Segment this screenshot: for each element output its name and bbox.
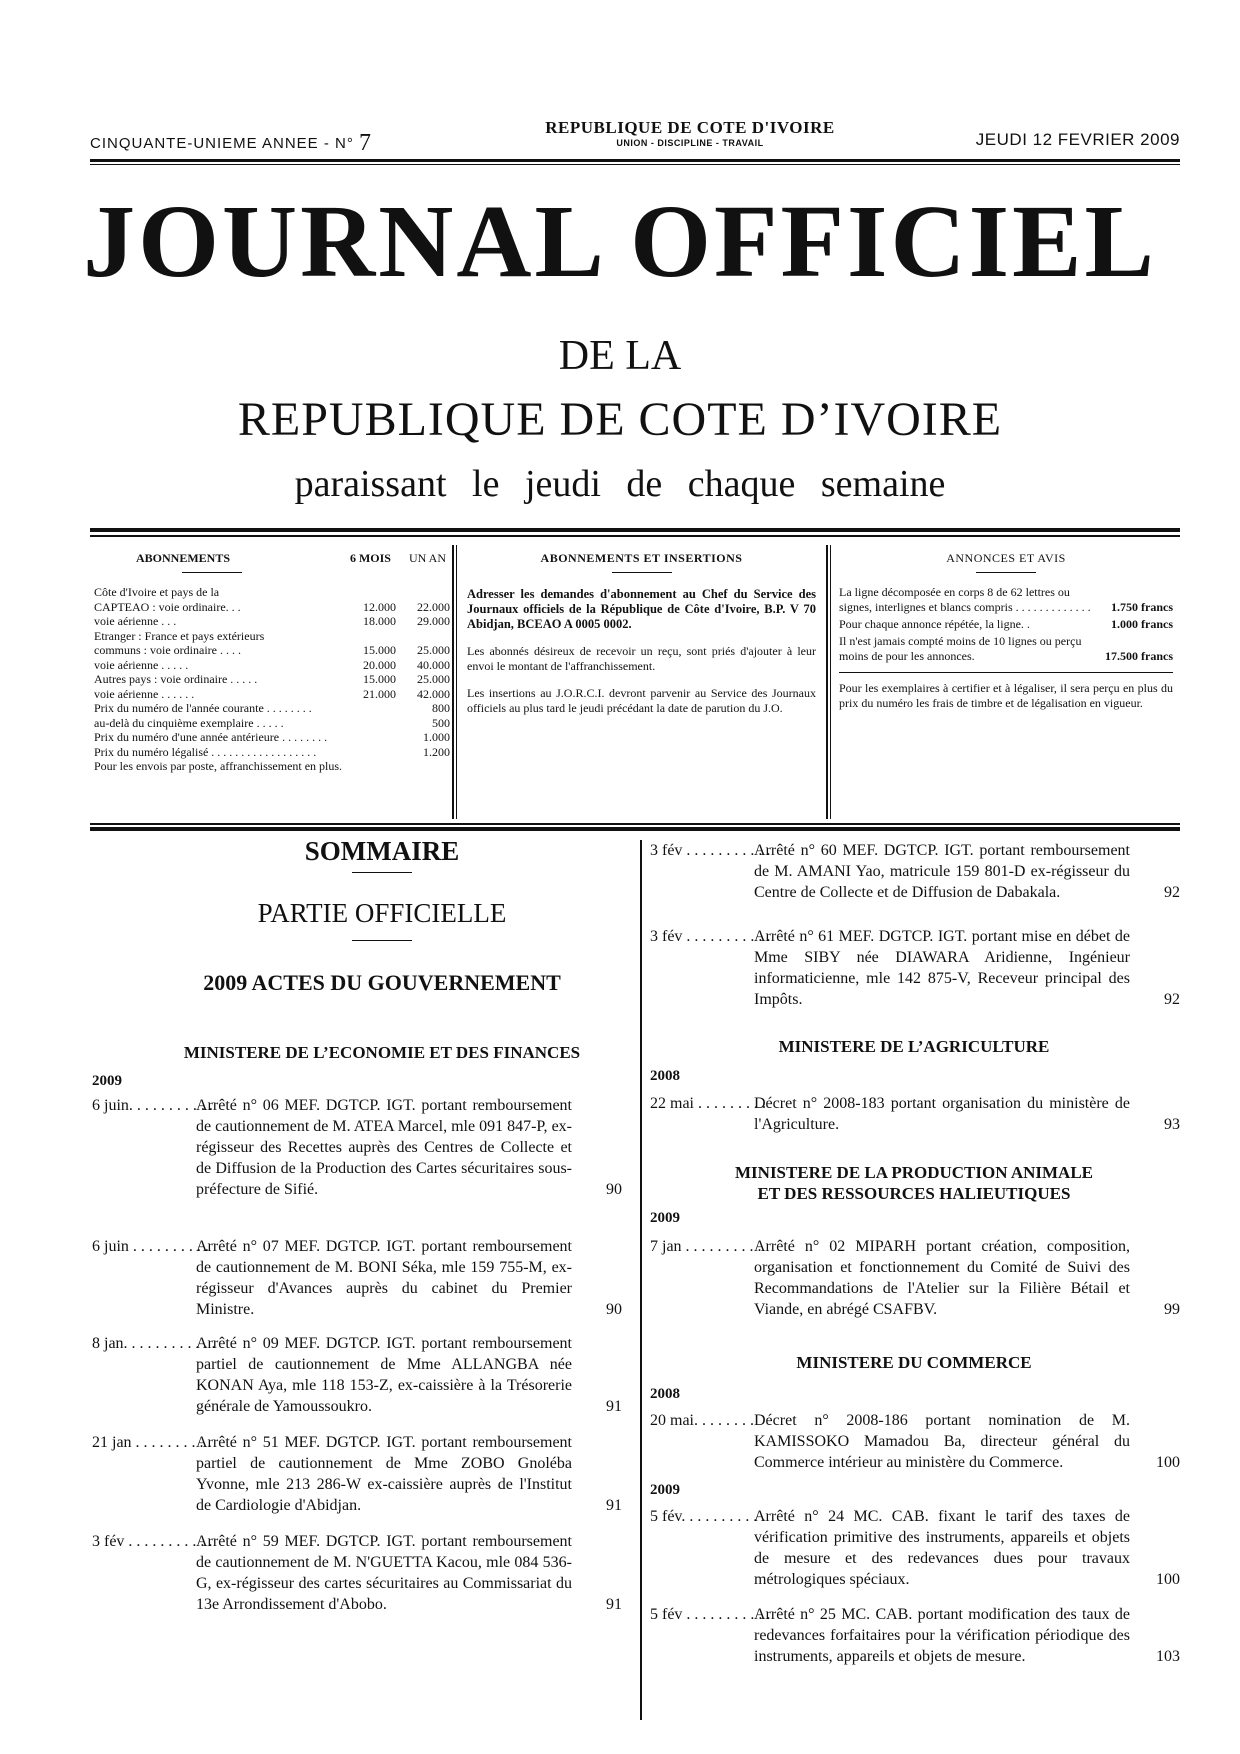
entry-text: Arrêté n° 51 MEF. DGTCP. IGT. portant remboursement partiel de cautionnement de Mme ZOBO Gnoléba Yvonne, mle 213 286-W ex-caissière auprès de l'Institut de Cardiologie d'Abidjan.	[196, 1434, 572, 1514]
rate-6mois	[344, 629, 396, 644]
entry-text: Décret n° 2008-183 portant organisation du ministère de l'Agriculture.	[754, 1095, 1130, 1133]
entry-page: 92	[1164, 991, 1180, 1008]
entry-text: Arrêté n° 07 MEF. DGTCP. IGT. portant remboursement de cautionnement de M. BONI Séka, mle 159 755-M, ex-régisseur d'Avances auprès du cabinet du Premier Ministre.	[196, 1238, 572, 1318]
divider	[839, 672, 1173, 673]
rate-6mois: 12.000	[363, 599, 396, 614]
entry-date: 3 fév . . . . . . . . . . .	[650, 928, 771, 945]
col-un-an: UN AN	[408, 551, 446, 565]
entry-date: 20 mai. . . . . . . .	[650, 1412, 754, 1429]
masthead-de-la: DE LA	[558, 333, 682, 379]
rate-row	[94, 759, 450, 774]
year-label: 2008	[650, 1068, 680, 1084]
column-divider	[452, 545, 454, 819]
rate-un-an	[396, 759, 450, 774]
section-commerce: MINISTERE DU COMMERCE	[796, 1353, 1032, 1372]
entry-text: Arrêté n° 60 MEF. DGTCP. IGT. portant remboursement de M. AMANI Yao, matricule 159 801-D ex-régisseur du Centre de Collecte et de Diffusion de Dabakala.	[754, 842, 1130, 901]
entry-date: 5 fév . . . . . . . . . . .	[650, 1606, 771, 1623]
annonce-rate-row	[839, 585, 1173, 615]
rate-6mois: 21.000	[363, 686, 396, 701]
masthead-title: JOURNAL OFFICIEL	[83, 184, 1157, 299]
entry-text: Arrêté n° 06 MEF. DGTCP. IGT. portant remboursement de cautionnement de M. ATEA Marcel, mle 091 847-P, ex-régisseur des Recettes auprès des Centres de Collecte et de Diffusion de la Production des Cartes sécuritaires sous-préfecture de Sifié.	[196, 1097, 572, 1198]
entry-page: 90	[606, 1301, 622, 1318]
rate-row	[94, 672, 450, 687]
rate-6mois	[344, 759, 396, 774]
rate-6mois	[344, 701, 396, 716]
toc-entry	[92, 1095, 622, 1200]
entry-date: 8 jan. . . . . . . . . . . .	[92, 1335, 216, 1352]
toc-entry	[650, 1506, 1180, 1590]
republic-line: REPUBLIQUE DE COTE D'IVOIRE	[545, 118, 835, 137]
masthead-country: REPUBLIQUE DE COTE D’IVOIRE	[237, 393, 1003, 446]
subscriptions-column	[92, 545, 450, 819]
annonce-rate-row	[839, 617, 1173, 632]
rate-label: Prix du numéro légalisé . . . . . . . . . . . . . . . . . .	[94, 744, 317, 759]
rate-label: CAPTEAO : voie ordinaire. . .	[94, 599, 241, 614]
entry-text: Arrêté n° 09 MEF. DGTCP. IGT. portant remboursement partiel de cautionnement de Mme ALLANGBA née KONAN Aya, mle 118 153-Z, ex-caissière à la Trésorerie générale de Yamoussoukro.	[196, 1335, 572, 1415]
entry-page: 99	[1164, 1301, 1180, 1318]
annonce-rate-text: La ligne décomposée en corps 8 de 62 lettres ou signes, interlignes et blancs compris . . . . . . . . . . . . .	[839, 585, 1091, 614]
entry-date: 5 fév. . . . . . . . . . .	[650, 1508, 766, 1525]
section-economie: MINISTERE DE L’ECONOMIE ET DES FINANCES	[183, 1043, 581, 1062]
edition-number: 7	[359, 130, 373, 156]
entry-page: 93	[1164, 1116, 1180, 1133]
rate-row	[94, 585, 450, 600]
rate-label: Prix du numéro de l'année courante . . . . . . . .	[94, 701, 312, 715]
insertions-receipt: Les abonnés désireux de recevoir un reçu, sont priés d'ajouter à leur envoi le montant de l'affranchissement.	[467, 644, 816, 673]
entry-text: Arrêté n° 59 MEF. DGTCP. IGT. portant remboursement de cautionnement de M. N'GUETTA Kacou, mle 084 536-G, ex-régisseur des cartes sécuritaires au Commissariat du 13e Arrondissement d'Abobo.	[196, 1533, 572, 1613]
rate-row	[94, 600, 450, 615]
toc-entry	[650, 1093, 1180, 1135]
entry-page: 91	[606, 1596, 622, 1613]
annonces-heading: ANNONCES ET AVIS	[946, 551, 1066, 565]
rate-un-an: 29.000	[417, 614, 450, 628]
rate-label: voie aérienne . . .	[94, 614, 177, 628]
annonce-rate-row	[839, 634, 1173, 664]
partie-officielle: PARTIE OFFICIELLE	[257, 898, 507, 928]
toc-entry	[92, 1432, 622, 1516]
issue-date: JEUDI 12 FEVRIER 2009	[975, 130, 1180, 149]
divider	[182, 572, 242, 573]
rate-un-an: 25.000	[417, 672, 450, 686]
year-label: 2008	[650, 1386, 680, 1402]
entry-date: 6 juin . . . . . . . . . .	[92, 1238, 209, 1255]
rate-6mois: 15.000	[363, 643, 396, 657]
entry-text: Décret n° 2008-186 portant nomination de M. KAMISSOKO Mamadou Ba, directeur général du Commerce intérieur au ministère du Commerce.	[754, 1412, 1130, 1471]
toc-entry	[92, 1236, 622, 1320]
rate-row	[94, 745, 450, 760]
toc-entry	[92, 1531, 622, 1615]
rate-6mois	[344, 730, 396, 745]
rate-row	[94, 716, 450, 731]
toc-entry	[92, 1333, 622, 1417]
divider	[352, 872, 412, 873]
rate-un-an: 22.000	[417, 599, 450, 614]
rate-6mois: 18.000	[363, 614, 396, 628]
annonce-rate-price: 1.000 francs	[1111, 617, 1173, 631]
column-divider-thin	[456, 545, 457, 819]
rate-label: communs : voie ordinaire . . . .	[94, 643, 241, 657]
rate-un-an: 1.000	[423, 730, 450, 744]
insertions-heading: ABONNEMENTS ET INSERTIONS	[540, 551, 743, 565]
year-label: 2009	[650, 1482, 680, 1498]
insertions-column	[459, 545, 824, 819]
rate-label: Côte d'Ivoire et pays de la	[94, 585, 220, 599]
rate-label: Etranger : France et pays extérieurs	[94, 628, 265, 643]
rate-row	[94, 730, 450, 745]
annonce-rate-price: 17.500 francs	[1105, 649, 1173, 663]
entry-page: 91	[606, 1398, 622, 1415]
actes-heading: 2009 ACTES DU GOUVERNEMENT	[203, 970, 561, 995]
rate-row	[94, 643, 450, 658]
annonces-column	[833, 545, 1179, 819]
rate-un-an	[396, 585, 450, 600]
rate-un-an: 800	[432, 701, 450, 715]
col-6mois: 6 MOIS	[349, 551, 391, 565]
insertions-deadline: Les insertions au J.O.R.C.I. devront parvenir au Service des Journaux officiels au plus tard le jeudi précédant la date de parution du J.O.	[467, 686, 816, 715]
rate-un-an: 40.000	[417, 657, 450, 672]
rates-list	[92, 585, 450, 774]
masthead-frequency: paraissant le jeudi de chaque semaine	[294, 463, 946, 505]
entry-text: Arrêté n° 24 MC. CAB. fixant le tarif des taxes de vérification primitive des instruments, appareils et objets de mesure et des redevances dues pour travaux métrologiques spéciaux.	[754, 1508, 1130, 1588]
entry-date: 7 jan . . . . . . . . . .	[650, 1238, 762, 1255]
annonce-rate-text: Il n'est jamais compté moins de 10 lignes ou perçu moins de pour les annonces.	[839, 634, 1082, 663]
entry-page: 100	[1156, 1571, 1180, 1588]
rate-row	[94, 614, 450, 629]
entry-page: 103	[1156, 1648, 1180, 1665]
section-production-2: ET DES RESSOURCES HALIEUTIQUES	[757, 1184, 1071, 1203]
header-rule	[90, 159, 1180, 162]
rate-label: Pour les envois par poste, affranchissement en plus.	[94, 759, 343, 773]
rate-un-an: 25.000	[417, 643, 450, 657]
rate-label: voie aérienne . . . . . .	[94, 686, 195, 701]
entry-date: 6 juin. . . . . . . . . . .	[92, 1097, 213, 1114]
divider	[352, 940, 412, 941]
subscriptions-header	[92, 545, 450, 566]
motto: UNION - DISCIPLINE - TRAVAIL	[616, 138, 764, 148]
year-label: 2009	[92, 1073, 122, 1089]
insertions-address: Adresser les demandes d'abonnement au Chef du Service des Journaux officiels de la République de Côte d'Ivoire, B.P. V 70 Abidjan, BCEAO A 0005 0002.	[467, 587, 816, 631]
rate-label: au-delà du cinquième exemplaire . . . . .	[94, 715, 284, 730]
entry-date: 3 fév . . . . . . . . . . .	[92, 1533, 213, 1550]
rate-6mois: 15.000	[363, 672, 396, 686]
toc-entry	[650, 1410, 1180, 1473]
rate-6mois	[344, 716, 396, 731]
entry-page: 90	[606, 1181, 622, 1198]
republic-block	[530, 118, 850, 148]
rate-un-an: 500	[432, 715, 450, 730]
rate-label: Autres pays : voie ordinaire . . . . .	[94, 672, 258, 686]
box-top-rule-thin	[90, 535, 1180, 537]
box-top-rule	[90, 528, 1180, 532]
info-box	[92, 545, 1179, 819]
header-rule-thin	[90, 164, 1180, 165]
rate-row	[94, 701, 450, 716]
rate-row	[94, 687, 450, 702]
rate-6mois	[344, 745, 396, 760]
rate-row	[94, 658, 450, 673]
column-divider	[826, 545, 828, 819]
rate-un-an	[396, 629, 450, 644]
entry-text: Arrêté n° 25 MC. CAB. portant modification des taux de redevances forfaitaires pour la vérification périodique des instruments, appareils et objets de mesure.	[754, 1606, 1130, 1665]
rate-6mois: 20.000	[363, 657, 396, 672]
rate-6mois	[344, 585, 396, 600]
box-bottom-rule-thin	[90, 823, 1180, 825]
entry-date: 22 mai . . . . . . . . .	[650, 1095, 766, 1112]
entry-page: 91	[606, 1497, 622, 1514]
rate-row	[94, 629, 450, 644]
year-label: 2009	[650, 1210, 680, 1226]
header-line	[90, 118, 1180, 158]
section-production-1: MINISTERE DE LA PRODUCTION ANIMALE	[735, 1163, 1093, 1182]
toc-entry	[650, 1236, 1180, 1320]
rate-label: Prix du numéro d'une année antérieure . . . . . . . .	[94, 730, 328, 744]
edition-label	[90, 130, 372, 157]
entry-text: Arrêté n° 61 MEF. DGTCP. IGT. portant mise en débet de Mme SIBY née DIAWARA Aridienne, Ingénieur informaticienne, mle 142 875-V, Receveur principal des Impôts.	[754, 928, 1130, 1008]
annonces-note: Pour les exemplaires à certifier et à légaliser, il sera perçu en plus du prix du numéro les frais de timbre et de légalisation en vigueur.	[839, 681, 1173, 710]
toc-entry	[650, 1604, 1180, 1667]
edition-text: CINQUANTE-UNIEME ANNEE - N°	[90, 135, 354, 152]
box-bottom-rule	[90, 827, 1180, 831]
entry-date: 21 jan . . . . . . . . . .	[92, 1434, 212, 1451]
toc-entry	[650, 926, 1180, 1010]
column-divider-thin	[830, 545, 831, 819]
rate-un-an: 42.000	[417, 686, 450, 701]
toc-entry	[650, 840, 1180, 903]
annonce-rate-price: 1.750 francs	[1111, 600, 1173, 614]
rate-un-an: 1.200	[423, 744, 450, 759]
column-rule	[640, 840, 642, 1720]
entry-page: 100	[1156, 1454, 1180, 1471]
annonce-rate-text: Pour chaque annonce répétée, la ligne. .	[839, 617, 1030, 631]
rate-label: voie aérienne . . . . .	[94, 657, 189, 672]
entry-date: 3 fév . . . . . . . . . . .	[650, 842, 771, 859]
subscriptions-heading: ABONNEMENTS	[136, 551, 231, 565]
entry-text: Arrêté n° 02 MIPARH portant création, composition, organisation et fonctionnement du Comité de Suivi des Recommandations de l'Atelier sur la Filière Bétail et Viande, en abrégé CSAFBV.	[754, 1238, 1130, 1318]
section-agriculture: MINISTERE DE L’AGRICULTURE	[778, 1037, 1050, 1056]
sommaire-title: SOMMAIRE	[304, 836, 460, 866]
entry-page: 92	[1164, 884, 1180, 901]
